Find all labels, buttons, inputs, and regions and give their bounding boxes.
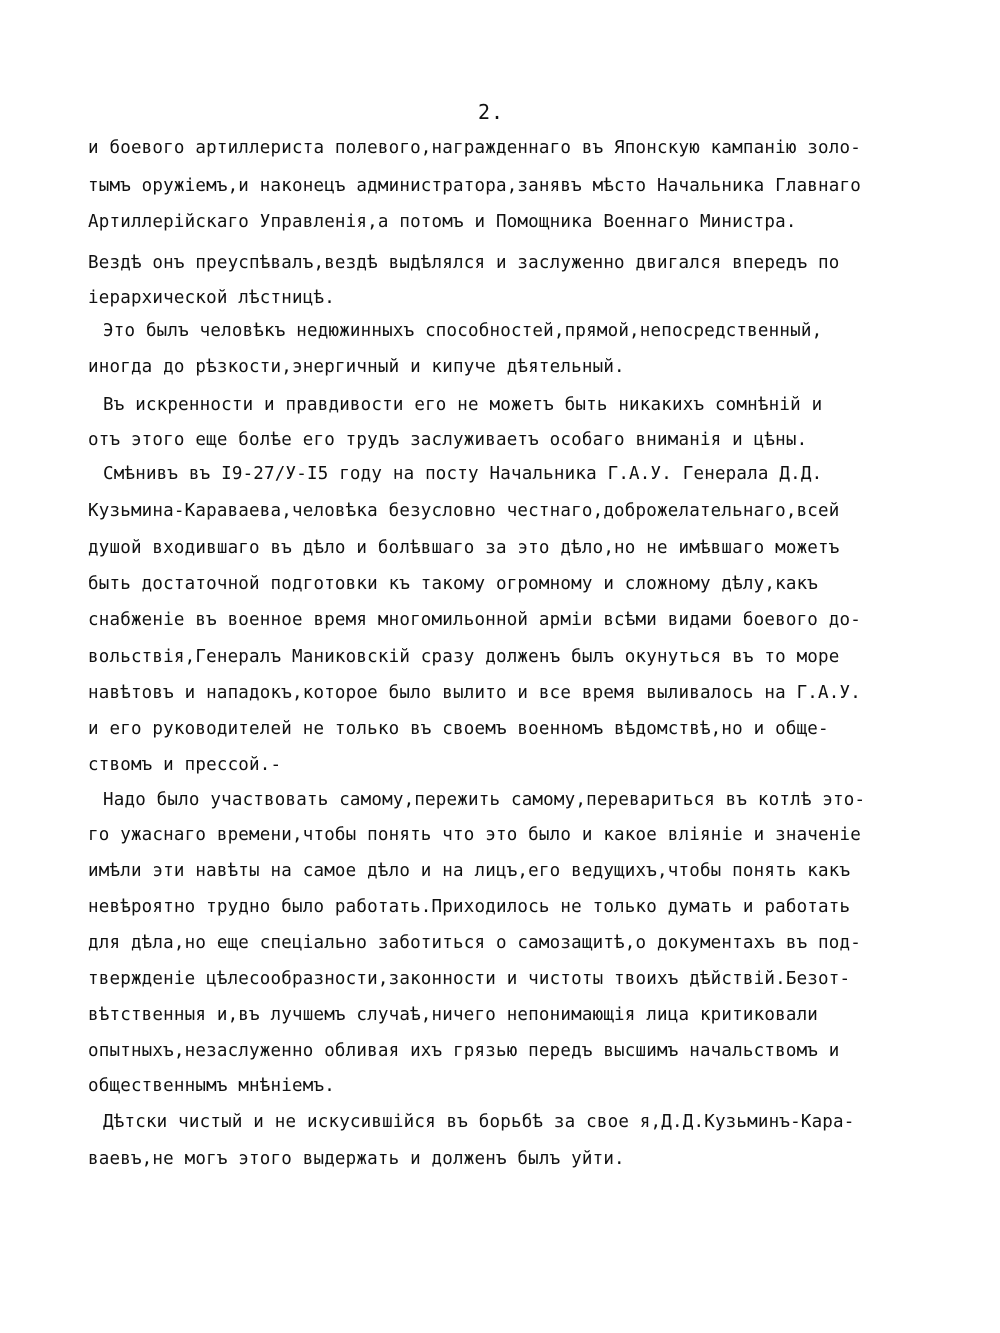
text-line: Въ искренности и правдивости его не можетъ быть никакихъ сомнѣній и: [103, 395, 823, 415]
text-line: іерархической лѣстницѣ.: [88, 288, 335, 308]
text-line: Дѣтски чистый и не искусившійся въ борьбѣ за свое я,Д.Д.Кузьминъ-Кара-: [103, 1112, 855, 1132]
text-line: Артиллерійскаго Управленія,а потомъ и Помощника Военнаго Министра.: [88, 212, 797, 232]
page-number: 2.: [478, 100, 505, 124]
text-line: невѣроятно трудно было работать.Приходилось не только думать и работать: [88, 897, 851, 917]
text-line: навѣтовъ и нападокъ,которое было вылито и все время выливалось на Г.А.У.: [88, 683, 861, 703]
text-line: Надо было участвовать самому,пережить самому,перевариться въ котлѣ это-: [103, 790, 866, 810]
text-line: Кузьмина-Караваева,человѣка безусловно честнаго,доброжелательнаго,всей: [88, 501, 840, 521]
text-line: Смѣнивъ въ I9-27/У-I5 году на посту Начальника Г.А.У. Генерала Д.Д.: [103, 464, 823, 484]
text-line: опытныхъ,незаслуженно обливая ихъ грязью передъ высшимъ начальствомъ и: [88, 1041, 840, 1061]
text-line: вольствія,Генералъ Маниковскій сразу долженъ былъ окунуться въ то море: [88, 647, 840, 667]
text-line: и его руководителей не только въ своемъ военномъ вѣдомствѣ,но и обще-: [88, 719, 829, 739]
text-line: вѣтственныя и,въ лучшемъ случаѣ,ничего непонимающія лица критиковали: [88, 1005, 819, 1025]
text-line: го ужаснаго времени,чтобы понять что это было и какое вліяніе и значеніе: [88, 825, 861, 845]
text-line: тымъ оружіемъ,и наконецъ администратора,занявъ мѣсто Начальника Главнаго: [88, 176, 861, 196]
text-line: для дѣла,но еще спеціально заботиться о самозащитѣ,о документахъ въ под-: [88, 933, 861, 953]
text-line: и боевого артиллериста полевого,награжденнаго въ Японскую кампанію золо-: [88, 138, 861, 158]
text-line: быть достаточной подготовки къ такому огромному и сложному дѣлу,какъ: [88, 574, 819, 594]
text-line: ваевъ,не могъ этого выдержать и долженъ былъ уйти.: [88, 1149, 625, 1169]
text-line: твержденіе цѣлесообразности,законности и чистоты твоихъ дѣйствій.Безот-: [88, 969, 851, 989]
text-line: Это былъ человѣкъ недюжинныхъ способностей,прямой,непосредственный,: [103, 321, 823, 341]
text-line: иногда до рѣзкости,энергичный и кипуче дѣятельный.: [88, 357, 625, 377]
text-line: отъ этого еще болѣе его трудъ заслуживаетъ особаго вниманія и цѣны.: [88, 430, 808, 450]
text-line: ствомъ и прессой.-: [88, 755, 282, 775]
text-line: Вездѣ онъ преуспѣвалъ,вездѣ выдѣлялся и заслуженно двигался впередъ по: [88, 253, 840, 273]
text-line: имѣли эти навѣты на самое дѣло и на лицъ,его ведущихъ,чтобы понять какъ: [88, 861, 851, 881]
text-line: снабженіе въ военное время многомильонной арміи всѣми видами боевого до-: [88, 610, 861, 630]
text-line: душой входившаго въ дѣло и болѣвшаго за это дѣло,но не имѣвшаго можетъ: [88, 538, 840, 558]
text-line: общественнымъ мнѣніемъ.: [88, 1076, 335, 1096]
